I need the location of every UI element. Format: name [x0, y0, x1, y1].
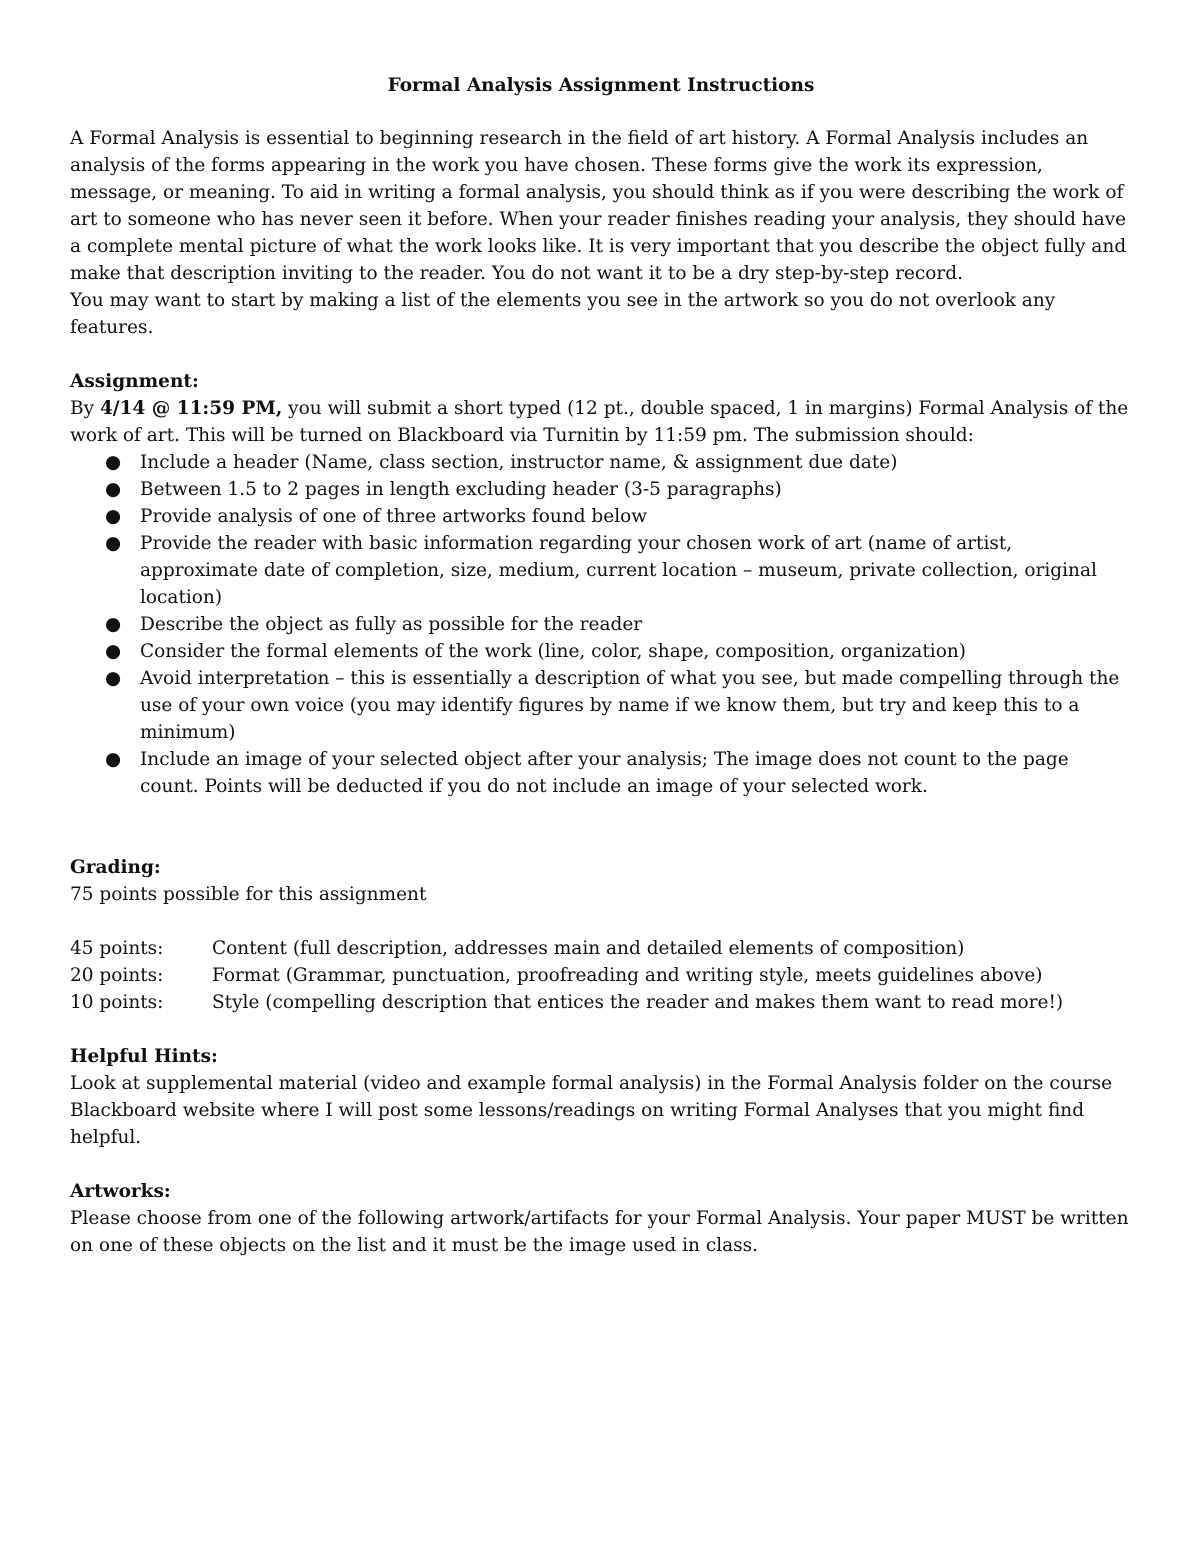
requirements-list [70, 449, 1132, 800]
assignment-deadline: 4/14 @ 11:59 PM, [99, 398, 283, 419]
bullet-icon: ● [105, 533, 122, 554]
list-item: ● Provide the reader with basic information regarding your chosen work of art (name of artist, approximate date of completion, size, medium, current location – museum, private collection, original location) [140, 530, 1132, 611]
hints-section [70, 1043, 1132, 1151]
list-item: ● Describe the object as fully as possible for the reader [140, 611, 1132, 638]
list-item: ● Between 1.5 to 2 pages in length excluding header (3-5 paragraphs) [140, 476, 1132, 503]
assignment-lead-before: By [70, 398, 100, 419]
grading-breakdown [70, 935, 1132, 1016]
list-item: ● Avoid interpretation – this is essentially a description of what you see, but made compelling through the use of your own voice (you may identify figures by name if we know them, but try and keep this to a minimum) [140, 665, 1132, 746]
grading-heading: Grading: [70, 857, 161, 878]
artworks-heading: Artworks: [70, 1181, 171, 1202]
assignment-heading: Assignment: [70, 371, 199, 392]
intro-paragraph: A Formal Analysis is essential to beginning research in the field of art history. A Formal Analysis includes an analysis of the forms appearing in the work you have chosen. These forms give the work its expression, message, or meaning. To aid in writing a formal analysis, you should think as if you were describing the work of art to someone who has never seen it before. When your reader finishes reading your analysis, they should have a complete mental picture of what the work looks like. It is very important that you describe the object fully and make that description inviting to the reader. You do not want it to be a dry step-by-step record. [70, 128, 1127, 284]
list-item: ● Consider the formal elements of the work (line, color, shape, composition, organization) [140, 638, 1132, 665]
grading-description: Format (Grammar, punctuation, proofreading and writing style, meets guidelines above) [212, 965, 1043, 986]
bullet-icon: ● [105, 641, 122, 662]
hints-text: Look at supplemental material (video and example formal analysis) in the Formal Analysis folder on the course Blackboard website where I will post some lessons/readings on writing Formal Analyses that you might find helpful. [70, 1073, 1113, 1148]
bullet-icon: ● [105, 479, 122, 500]
artworks-text: Please choose from one of the following artwork/artifacts for your Formal Analysis. Your paper MUST be written on one of these objects on the list and it must be the image used in class. [70, 1208, 1129, 1256]
intro-paragraph-2: You may want to start by making a list of the elements you see in the artwork so you do not overlook any features. [70, 290, 1056, 338]
document-title: Formal Analysis Assignment Instructions [387, 75, 815, 96]
list-item: ● Include an image of your selected object after your analysis; The image does not count to the page count. Points will be deducted if you do not include an image of your selected work. [140, 746, 1132, 800]
grading-section [70, 854, 1132, 1016]
assignment-lead-after: you will submit a short typed (12 pt., double spaced, 1 in margins) Formal Analysis of the work of art. This will be turned on Blackboard via Turnitin by 11:59 pm. The submission should: [70, 398, 1129, 446]
artworks-section [70, 1178, 1132, 1259]
assignment-lead [70, 395, 1132, 449]
grading-row [70, 935, 1132, 962]
bullet-icon: ● [105, 452, 122, 473]
grading-row [70, 962, 1132, 989]
grading-points: 45 points: [70, 938, 164, 959]
document-page [70, 72, 1132, 1259]
grading-row [70, 989, 1132, 1016]
bullet-icon: ● [105, 614, 122, 635]
grading-points: 20 points: [70, 965, 164, 986]
bullet-icon: ● [105, 749, 122, 770]
hints-heading: Helpful Hints: [70, 1046, 218, 1067]
bullet-icon: ● [105, 506, 122, 527]
grading-description: Style (compelling description that entices the reader and makes them want to read more!) [212, 992, 1064, 1013]
assignment-section [70, 368, 1132, 800]
list-item: ● Include a header (Name, class section, instructor name, & assignment due date) [140, 449, 1132, 476]
list-item: ● Provide analysis of one of three artworks found below [140, 503, 1132, 530]
grading-description: Content (full description, addresses main and detailed elements of composition) [212, 938, 965, 959]
grading-points: 10 points: [70, 992, 164, 1013]
grading-total: 75 points possible for this assignment [70, 884, 427, 905]
bullet-icon: ● [105, 668, 122, 689]
